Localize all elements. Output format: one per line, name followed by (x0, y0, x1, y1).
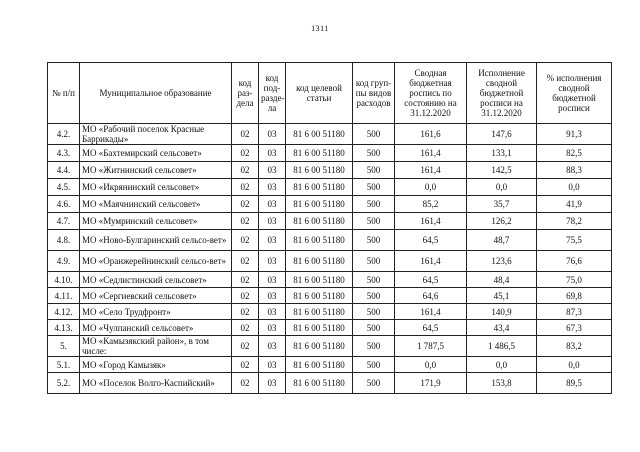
cell-municipality: МО «Икрянинский сельсовет» (80, 179, 232, 196)
cell-budget-execution: 142,5 (467, 162, 537, 179)
cell-num: 4.7. (48, 213, 80, 230)
cell-target-article-code: 81 6 00 51180 (286, 373, 353, 394)
cell-section-code: 02 (232, 196, 259, 213)
header-budget-execution: Исполнение сводной бюджетной росписи на 31.12.2020 (467, 63, 537, 124)
cell-budget-execution: 0,0 (467, 357, 537, 373)
cell-num: 5.1. (48, 357, 80, 373)
cell-budget-plan: 161,4 (395, 145, 467, 162)
cell-expense-group-code: 500 (353, 373, 395, 394)
table-row (48, 179, 612, 196)
header-section-code: код раз-дела (232, 63, 259, 124)
cell-municipality: МО «Седлистинский сельсовет» (80, 272, 232, 288)
cell-budget-plan: 85,2 (395, 196, 467, 213)
cell-target-article-code: 81 6 00 51180 (286, 162, 353, 179)
cell-num: 4.13. (48, 320, 80, 336)
header-target-article-code: код целевой статьи (286, 63, 353, 124)
cell-expense-group-code: 500 (353, 230, 395, 251)
cell-budget-execution: 153,8 (467, 373, 537, 394)
cell-section-code: 02 (232, 124, 259, 145)
cell-subsection-code: 03 (259, 196, 286, 213)
cell-subsection-code: 03 (259, 162, 286, 179)
header-expense-group-code: код груп-пы видов расходов (353, 63, 395, 124)
cell-budget-plan: 1 787,5 (395, 336, 467, 357)
cell-execution-percent: 75,5 (537, 230, 612, 251)
cell-subsection-code: 03 (259, 373, 286, 394)
cell-target-article-code: 81 6 00 51180 (286, 357, 353, 373)
table-header-row (48, 63, 612, 124)
cell-municipality: МО «Поселок Волго-Каспийский» (80, 373, 232, 394)
table-body (48, 124, 612, 394)
cell-section-code: 02 (232, 162, 259, 179)
header-budget-plan: Сводная бюджетная роспись по состоянию на 31.12.2020 (395, 63, 467, 124)
table-row (48, 304, 612, 320)
table-row (48, 272, 612, 288)
cell-expense-group-code: 500 (353, 288, 395, 304)
cell-budget-plan: 171,9 (395, 373, 467, 394)
cell-budget-plan: 64,6 (395, 288, 467, 304)
cell-budget-execution: 48,7 (467, 230, 537, 251)
table-row (48, 230, 612, 251)
cell-target-article-code: 81 6 00 51180 (286, 251, 353, 272)
cell-subsection-code: 03 (259, 272, 286, 288)
cell-expense-group-code: 500 (353, 162, 395, 179)
cell-subsection-code: 03 (259, 288, 286, 304)
cell-target-article-code: 81 6 00 51180 (286, 304, 353, 320)
cell-section-code: 02 (232, 272, 259, 288)
cell-section-code: 02 (232, 288, 259, 304)
table-row (48, 162, 612, 179)
cell-municipality: МО «Сергиевский сельсовет» (80, 288, 232, 304)
cell-subsection-code: 03 (259, 213, 286, 230)
cell-municipality: МО «Камызякский район», в том числе: (80, 336, 232, 357)
cell-target-article-code: 81 6 00 51180 (286, 272, 353, 288)
cell-budget-execution: 133,1 (467, 145, 537, 162)
cell-expense-group-code: 500 (353, 320, 395, 336)
table-row (48, 357, 612, 373)
cell-budget-plan: 161,6 (395, 124, 467, 145)
cell-num: 4.10. (48, 272, 80, 288)
cell-expense-group-code: 500 (353, 272, 395, 288)
table-row (48, 320, 612, 336)
cell-section-code: 02 (232, 179, 259, 196)
cell-subsection-code: 03 (259, 179, 286, 196)
cell-num: 4.3. (48, 145, 80, 162)
cell-num: 4.6. (48, 196, 80, 213)
cell-num: 5. (48, 336, 80, 357)
cell-municipality: МО «Маячнинский сельсовет» (80, 196, 232, 213)
cell-expense-group-code: 500 (353, 304, 395, 320)
cell-num: 4.8. (48, 230, 80, 251)
cell-budget-plan: 0,0 (395, 357, 467, 373)
cell-expense-group-code: 500 (353, 196, 395, 213)
cell-section-code: 02 (232, 230, 259, 251)
cell-target-article-code: 81 6 00 51180 (286, 213, 353, 230)
cell-municipality: МО «Чулпанский сельсовет» (80, 320, 232, 336)
table-row (48, 336, 612, 357)
cell-budget-plan: 64,5 (395, 320, 467, 336)
cell-section-code: 02 (232, 320, 259, 336)
cell-budget-plan: 64,5 (395, 230, 467, 251)
cell-execution-percent: 0,0 (537, 179, 612, 196)
cell-execution-percent: 41,9 (537, 196, 612, 213)
cell-budget-plan: 161,4 (395, 304, 467, 320)
table-row (48, 213, 612, 230)
cell-section-code: 02 (232, 145, 259, 162)
cell-budget-plan: 64,5 (395, 272, 467, 288)
cell-municipality: МО «Ново-Булгаринский сельсо-вет» (80, 230, 232, 251)
budget-execution-table (47, 62, 612, 394)
header-execution-percent: % исполнения сводной бюджетной росписи (537, 63, 612, 124)
cell-target-article-code: 81 6 00 51180 (286, 196, 353, 213)
cell-municipality: МО «Мумринский сельсовет» (80, 213, 232, 230)
cell-budget-execution: 0,0 (467, 179, 537, 196)
cell-section-code: 02 (232, 357, 259, 373)
cell-expense-group-code: 500 (353, 124, 395, 145)
cell-municipality: МО «Бахтемирский сельсовет» (80, 145, 232, 162)
cell-target-article-code: 81 6 00 51180 (286, 336, 353, 357)
cell-execution-percent: 91,3 (537, 124, 612, 145)
cell-subsection-code: 03 (259, 304, 286, 320)
cell-municipality: МО «Житнинский сельсовет» (80, 162, 232, 179)
cell-subsection-code: 03 (259, 320, 286, 336)
cell-expense-group-code: 500 (353, 336, 395, 357)
cell-section-code: 02 (232, 373, 259, 394)
cell-target-article-code: 81 6 00 51180 (286, 145, 353, 162)
cell-section-code: 02 (232, 213, 259, 230)
cell-budget-execution: 43,4 (467, 320, 537, 336)
header-subsection-code: код под-разде-ла (259, 63, 286, 124)
cell-budget-execution: 48,4 (467, 272, 537, 288)
cell-section-code: 02 (232, 336, 259, 357)
page-number: 1311 (311, 24, 329, 33)
cell-num: 5.2. (48, 373, 80, 394)
cell-execution-percent: 89,5 (537, 373, 612, 394)
cell-subsection-code: 03 (259, 357, 286, 373)
cell-municipality: МО «Село Трудфронт» (80, 304, 232, 320)
header-num: № п/п (48, 63, 80, 124)
cell-execution-percent: 87,3 (537, 304, 612, 320)
table-row (48, 251, 612, 272)
cell-section-code: 02 (232, 251, 259, 272)
table-row (48, 124, 612, 145)
cell-expense-group-code: 500 (353, 213, 395, 230)
cell-municipality: МО «Оранжерейнинский сельсо-вет» (80, 251, 232, 272)
cell-execution-percent: 69,8 (537, 288, 612, 304)
cell-budget-execution: 140,9 (467, 304, 537, 320)
cell-expense-group-code: 500 (353, 145, 395, 162)
table-row (48, 288, 612, 304)
cell-budget-execution: 45,1 (467, 288, 537, 304)
cell-expense-group-code: 500 (353, 357, 395, 373)
cell-num: 4.11. (48, 288, 80, 304)
table-row (48, 196, 612, 213)
cell-execution-percent: 75,0 (537, 272, 612, 288)
cell-target-article-code: 81 6 00 51180 (286, 179, 353, 196)
cell-budget-plan: 161,4 (395, 251, 467, 272)
table-row (48, 373, 612, 394)
cell-target-article-code: 81 6 00 51180 (286, 230, 353, 251)
cell-budget-execution: 123,6 (467, 251, 537, 272)
cell-target-article-code: 81 6 00 51180 (286, 320, 353, 336)
cell-num: 4.4. (48, 162, 80, 179)
cell-execution-percent: 67,3 (537, 320, 612, 336)
cell-budget-execution: 35,7 (467, 196, 537, 213)
cell-budget-execution: 126,2 (467, 213, 537, 230)
cell-execution-percent: 88,3 (537, 162, 612, 179)
cell-subsection-code: 03 (259, 230, 286, 251)
cell-budget-plan: 161,4 (395, 213, 467, 230)
cell-budget-execution: 147,6 (467, 124, 537, 145)
cell-expense-group-code: 500 (353, 251, 395, 272)
cell-num: 4.12. (48, 304, 80, 320)
cell-execution-percent: 76,6 (537, 251, 612, 272)
cell-target-article-code: 81 6 00 51180 (286, 288, 353, 304)
cell-municipality: МО «Город Камызяк» (80, 357, 232, 373)
cell-execution-percent: 0,0 (537, 357, 612, 373)
cell-execution-percent: 83,2 (537, 336, 612, 357)
cell-subsection-code: 03 (259, 145, 286, 162)
cell-municipality: МО «Рабочий поселок Красные Баррикады» (80, 124, 232, 145)
cell-expense-group-code: 500 (353, 179, 395, 196)
cell-subsection-code: 03 (259, 251, 286, 272)
cell-budget-plan: 0,0 (395, 179, 467, 196)
cell-execution-percent: 78,2 (537, 213, 612, 230)
cell-section-code: 02 (232, 304, 259, 320)
table-row (48, 145, 612, 162)
cell-subsection-code: 03 (259, 124, 286, 145)
cell-subsection-code: 03 (259, 336, 286, 357)
cell-num: 4.2. (48, 124, 80, 145)
cell-num: 4.5. (48, 179, 80, 196)
cell-execution-percent: 82,5 (537, 145, 612, 162)
header-municipality: Муниципальное образование (80, 63, 232, 124)
cell-budget-execution: 1 486,5 (467, 336, 537, 357)
cell-target-article-code: 81 6 00 51180 (286, 124, 353, 145)
cell-num: 4.9. (48, 251, 80, 272)
cell-budget-plan: 161,4 (395, 162, 467, 179)
